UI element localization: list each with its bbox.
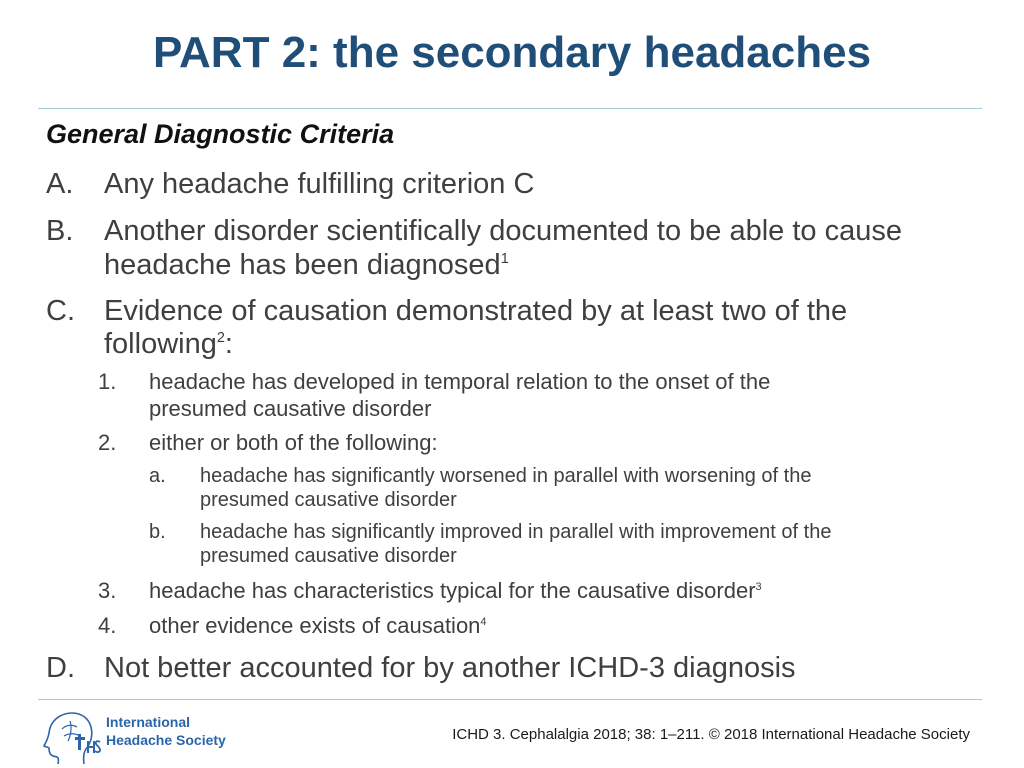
head-profile-icon xyxy=(42,709,102,765)
criterion-c-2-b-line2: presumed causative disorder xyxy=(200,545,457,567)
footnote-ref: 4 xyxy=(480,615,487,628)
criterion-b-line2: headache has been diagnosed$^1$ xyxy=(104,249,509,281)
criterion-a-marker: A. xyxy=(46,168,74,200)
criterion-a-text: Any headache fulfilling criterion C xyxy=(104,168,535,200)
citation: ICHD 3. Cephalalgia 2018; 38: 1–211. © 2018 International Headache Society xyxy=(452,726,970,743)
criterion-c-2-b-marker: b. xyxy=(149,521,166,543)
footnote-ref: 3 xyxy=(755,580,762,593)
title-divider xyxy=(38,108,982,109)
criterion-c-2-a-marker: a. xyxy=(149,465,166,487)
criterion-c-3-text: headache has characteristics typical for the causative disorder$^3$ xyxy=(149,578,762,603)
criterion-c-1-line1: headache has developed in temporal relation to the onset of the xyxy=(149,369,771,394)
slide-title: PART 2: the secondary headaches xyxy=(152,28,872,77)
criterion-c-1-marker: 1. xyxy=(98,369,117,394)
logo-text-line1: International xyxy=(106,714,191,730)
criterion-c-2-marker: 2. xyxy=(98,430,117,455)
criterion-d-text: Not better accounted for by another ICHD-3 diagnosis xyxy=(104,652,796,684)
criterion-c-4-marker: 4. xyxy=(98,613,117,638)
section-heading: General Diagnostic Criteria xyxy=(46,119,395,149)
criterion-d-marker: D. xyxy=(46,652,75,684)
criterion-c-2-b-line1: headache has significantly improved in parallel with improvement of the xyxy=(200,521,832,543)
criterion-c-3-marker: 3. xyxy=(98,578,117,603)
criterion-c-marker: C. xyxy=(46,295,75,327)
criterion-c-2-text: either or both of the following: xyxy=(149,430,438,455)
criterion-c-line1: Evidence of causation demonstrated by at least two of the xyxy=(104,295,848,327)
criterion-b-marker: B. xyxy=(46,215,74,247)
criterion-c-2-a-line2: presumed causative disorder xyxy=(200,489,457,511)
criterion-c-line2: following$^2$: xyxy=(104,328,233,360)
criterion-c-1-line2: presumed causative disorder xyxy=(149,396,432,421)
criterion-c-4-text: other evidence exists of causation$^4$ xyxy=(149,613,487,638)
footnote-ref: 1 xyxy=(500,251,509,268)
ihs-logo xyxy=(42,709,242,765)
criterion-b-line1: Another disorder scientifically documented to be able to cause xyxy=(104,215,902,247)
logo-text-line2: Headache Society xyxy=(106,732,226,748)
footer-divider xyxy=(38,699,982,700)
criterion-c-2-a-line1: headache has significantly worsened in parallel with worsening of the xyxy=(200,465,812,487)
footnote-ref: 2 xyxy=(216,330,225,347)
